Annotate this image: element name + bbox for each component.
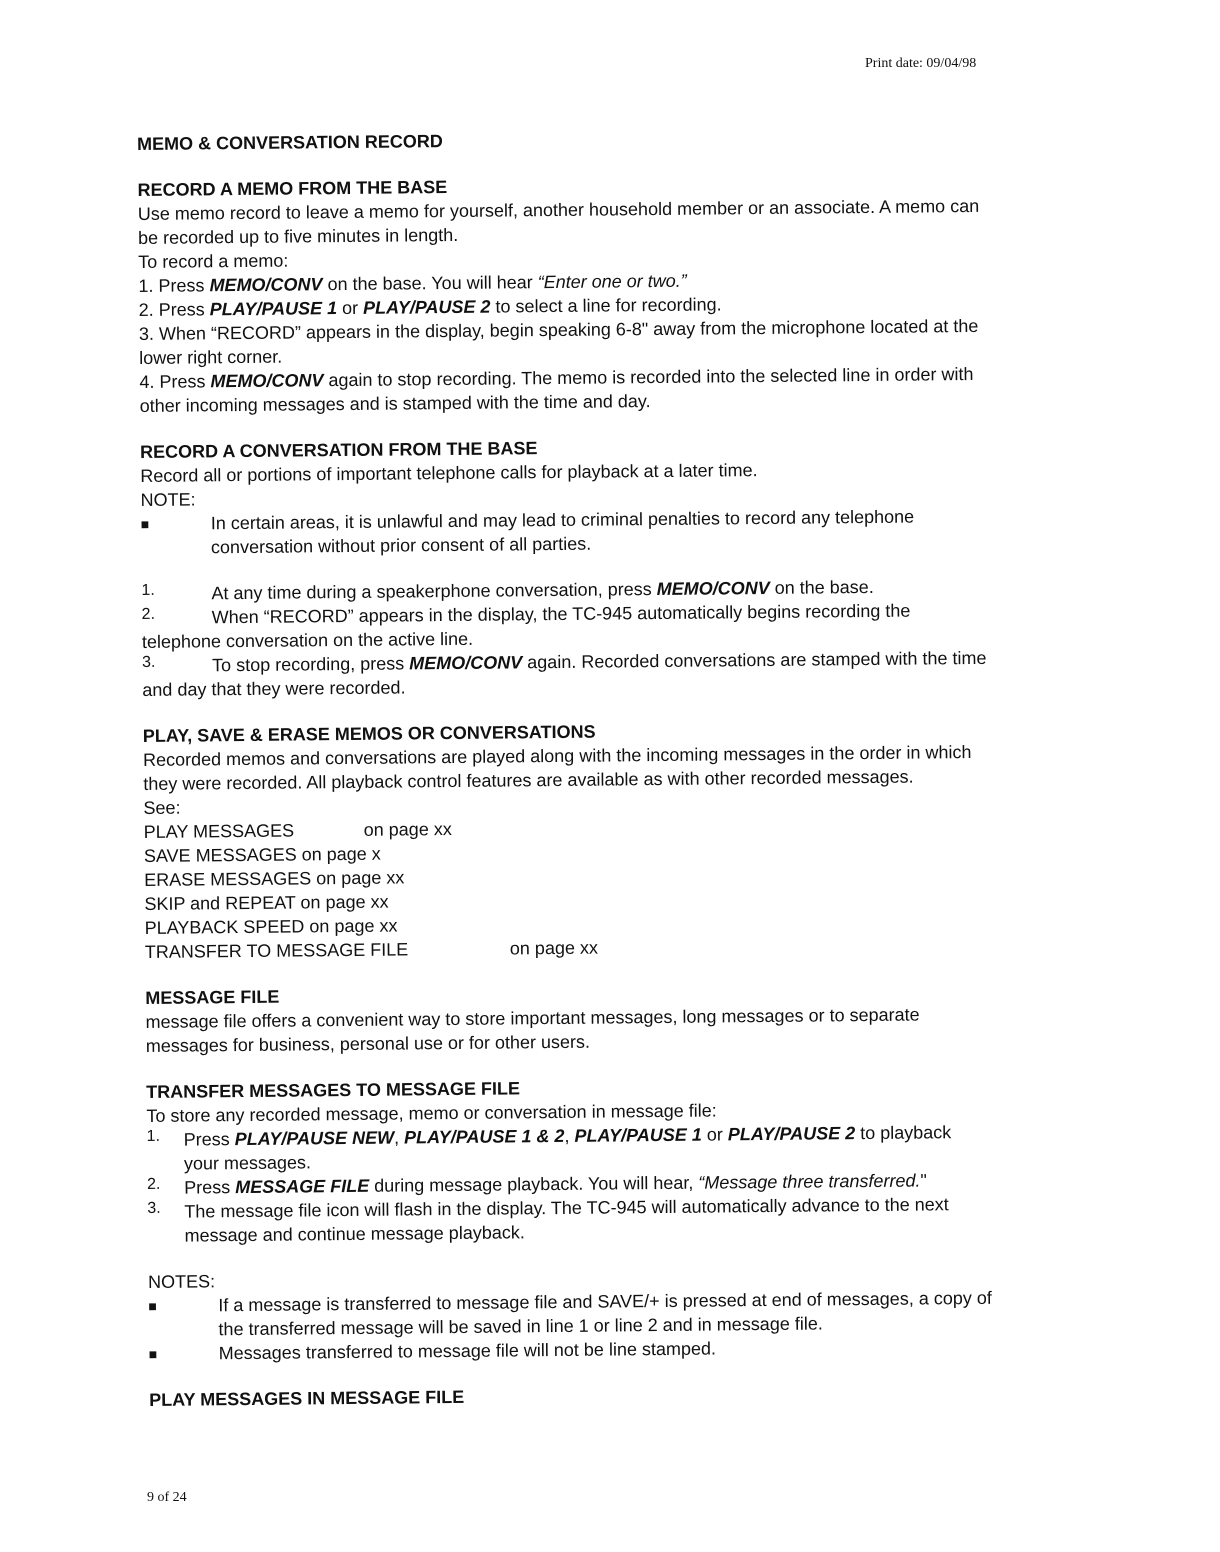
section-heading-record-memo: RECORD A MEMO FROM THE BASE [137,177,448,200]
notes-label: NOTES: [147,1271,216,1292]
paragraph: Record all or portions of important telephone calls for playback at a later time. [140,460,758,486]
section-heading-transfer-messages: TRANSFER MESSAGES TO MESSAGE FILE [146,1078,521,1102]
reference-item: TRANSFER TO MESSAGE FILE on page xx [144,937,599,962]
content [137,123,1089,1412]
paragraph: Recorded memos and conversations are played along with the incoming messages in the order in which [142,742,972,770]
transfer-steps [147,1119,1088,1248]
reference-item: PLAYBACK SPEED on page xx [144,915,398,938]
paragraph: Use memo record to leave a memo for yourself, another household member or an associate. A memo can [137,195,980,224]
section-heading-record-conversation: RECORD A CONVERSATION FROM THE BASE [139,438,538,462]
step-1: 1. Press PLAY/PAUSE NEW, PLAY/PAUSE 1 & 2, PLAY/PAUSE 1 or PLAY/PAUSE 2 to playback your messages. [146,1122,952,1174]
step-3: 3. The message file icon will flash in the display. The TC-945 will automatically advance to the next message and continue message playback. [147,1194,949,1246]
print-date: Print date: 09/04/98 [865,56,977,71]
paragraph: To store any recorded message, memo or conversation in message file: [146,1100,717,1126]
note-label: NOTE: [140,489,196,510]
step-2: 2. When “RECORD” appears in the display, the TC-945 automatically begins recording the [141,600,911,628]
note-bullet: ■ Messages transferred to message file will not be line stamped. [149,1333,1089,1366]
step-1: 1. At any time during a speakerphone conversation, press MEMO/CONV on the base. [141,576,874,604]
page-number: 9 of 24 [147,1490,187,1505]
reference-item: SKIP and REPEAT on page xx [144,891,389,914]
step-2-cont: telephone conversation on the active line. [141,628,474,652]
reference-item: ERASE MESSAGES on page xx [144,867,405,890]
step-4-cont: other incoming messages and is stamped with the time and day. [139,391,651,416]
see-label: See: [143,797,181,818]
step-2: 2. Press MESSAGE FILE during message playback. You will hear, “Message three transferred." [147,1170,927,1198]
bullet-square-icon: ■ [140,515,150,532]
note-bullet: ■ If a message is transferred to message file and SAVE/+ is pressed at end of messages, a copy of the transferred message will be saved in line 1 or line 2 and in message file. [148,1285,1088,1342]
reference-list [144,811,1085,964]
step-4: 4. Press MEMO/CONV again to stop recording. The memo is recorded into the selected line in order with [139,363,974,392]
paragraph: message file offers a convenient way to store important messages, long messages or to separate [145,1004,920,1032]
step-3-cont: and day that they were recorded. [142,677,406,700]
bullet-square-icon: ■ [148,1345,158,1362]
step-1: 1. Press MEMO/CONV on the base. You will hear “Enter one or two.” [138,270,687,296]
page-title: MEMO & CONVERSATION RECORD [137,131,443,154]
paragraph: messages for business, personal use or for other users. [145,1031,591,1056]
bullet-square-icon: ■ [148,1297,157,1314]
note-bullet: ■ In certain areas, it is unlawful and may lead to criminal penalties to record any telephone conversation without prior consent of all parties. [141,503,1081,560]
step-3: 3. When “RECORD” appears in the display, begin speaking 6-8" away from the microphone located at the [138,315,979,344]
step-3: 3. To stop recording, press MEMO/CONV again. Recorded conversations are stamped with the time [142,647,987,676]
step-2: 2. Press PLAY/PAUSE 1 or PLAY/PAUSE 2 to select a line for recording. [138,294,722,320]
paragraph: be recorded up to five minutes in length. [137,224,459,248]
paragraph: To record a memo: [138,250,289,272]
reference-item: PLAY MESSAGES on page xx [143,819,452,842]
section-heading-message-file: MESSAGE FILE [145,986,280,1008]
step-3-cont: lower right corner. [139,346,283,368]
reference-item: SAVE MESSAGES on page x [143,843,381,866]
paragraph: they were recorded. All playback control features are available as with other recorded messages. [143,766,914,794]
section-heading-play-save-erase: PLAY, SAVE & ERASE MEMOS OR CONVERSATIONS [142,721,596,746]
section-heading-play-message-file: PLAY MESSAGES IN MESSAGE FILE [149,1386,465,1410]
